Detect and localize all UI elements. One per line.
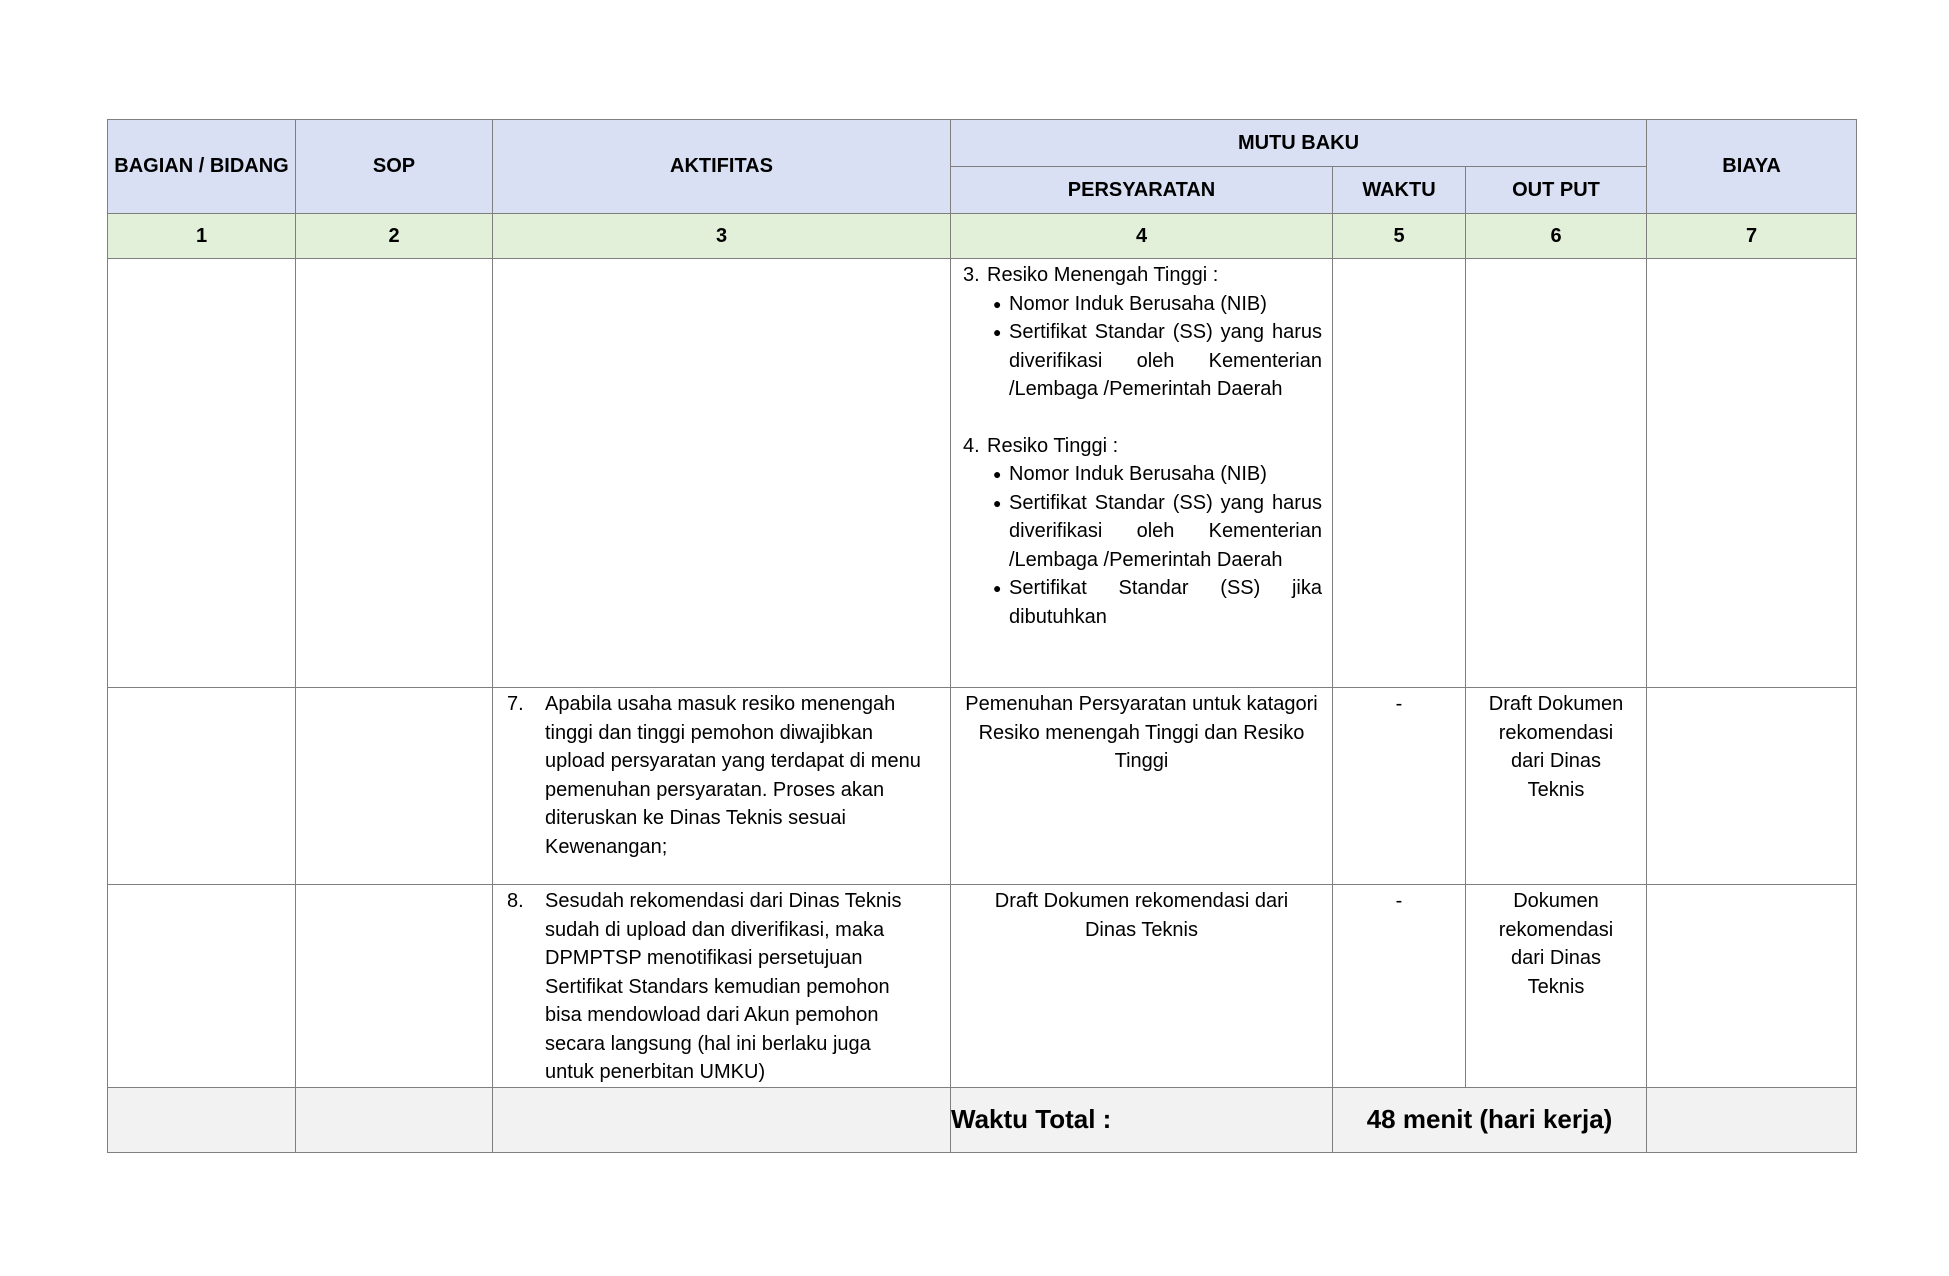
column-number: 7 [1647, 214, 1857, 259]
biaya-cell [1647, 259, 1857, 688]
table-row [108, 885, 1857, 1088]
waktu-text: - [1395, 890, 1403, 912]
group-title: Resiko Tinggi : [987, 434, 1119, 457]
output-cell [1466, 259, 1647, 688]
header-biaya: BIAYA [1647, 120, 1857, 214]
aktifitas-cell [493, 885, 951, 1088]
aktifitas-cell [493, 688, 951, 885]
total-label: Waktu Total : [951, 1087, 1333, 1152]
waktu-text: - [1395, 693, 1403, 715]
header-bagian: BAGIAN / BIDANG [108, 120, 296, 214]
biaya-cell [1647, 885, 1857, 1088]
header-waktu: WAKTU [1333, 167, 1466, 214]
persyaratan-cell [951, 885, 1333, 1088]
header-output: OUT PUT [1466, 167, 1647, 214]
header-row [108, 120, 1857, 167]
bullet-icon: ● [993, 466, 1002, 482]
bullet-icon: ● [993, 295, 1002, 312]
column-number: 3 [493, 214, 951, 259]
biaya-cell [1647, 688, 1857, 885]
aktifitas-cell [493, 1087, 951, 1152]
group-number: 3. [963, 264, 980, 286]
step-number: 7. [507, 693, 524, 715]
list-item: ● Nomor Induk Berusaha (NIB) [993, 460, 1322, 489]
requirements-list [951, 259, 1332, 631]
total-row [108, 1087, 1857, 1152]
persyaratan-cell [951, 259, 1333, 688]
group-title: Resiko Menengah Tinggi : [987, 264, 1219, 286]
aktifitas-cell [493, 259, 951, 688]
bullet-icon: ● [993, 494, 1002, 511]
table-row [108, 259, 1857, 688]
header-mutu-baku: MUTU BAKU [951, 120, 1647, 167]
list-item: ● Sertifikat Standar (SS) jika dibutuhkan [993, 574, 1322, 631]
bullet-icon: ● [993, 580, 1002, 596]
output-cell [1466, 688, 1647, 885]
bagian-cell [108, 885, 296, 1088]
step-number: 8. [507, 890, 524, 912]
step-description: Sesudah rekomendasi dari Dinas Teknis sudah di upload dan diverifikasi, maka DPMPTSP menotifikasi persetujuan Sertifikat Standars kemudian pemohon bisa mendowload dari Akun pemohon secara langsung (hal ini berlaku juga untuk penerbitan UMKU) [545, 890, 902, 1083]
list-item: ● Nomor Induk Berusaha (NIB) [993, 290, 1322, 319]
bagian-cell [108, 688, 296, 885]
persyaratan-text: Draft Dokumen rekomendasi dari Dinas Teknis [994, 890, 1289, 941]
sop-cell [296, 688, 493, 885]
table-row [108, 688, 1857, 885]
biaya-cell [1647, 1087, 1857, 1152]
total-value: 48 menit (hari kerja) [1333, 1087, 1647, 1152]
bullet-icon: ● [993, 324, 1002, 340]
header-aktifitas: AKTIFITAS [493, 120, 951, 214]
persyaratan-text: Pemenuhan Persyaratan untuk katagori Resiko menengah Tinggi dan Resiko Tinggi [965, 693, 1318, 772]
column-number: 1 [108, 214, 296, 259]
list-item: ● Sertifikat Standar (SS) yang harus diverifikasi oleh Kementerian /Lembaga /Pemerintah Daerah [993, 318, 1322, 404]
column-number: 6 [1466, 214, 1647, 259]
waktu-cell [1333, 885, 1466, 1088]
sop-cell [296, 885, 493, 1088]
list-item: ● Sertifikat Standar (SS) yang harus diverifikasi oleh Kementerian /Lembaga /Pemerintah Daerah [993, 489, 1322, 575]
waktu-cell [1333, 259, 1466, 688]
column-number: 2 [296, 214, 493, 259]
column-number: 5 [1333, 214, 1466, 259]
requirement-group [963, 261, 1322, 404]
column-number: 4 [951, 214, 1333, 259]
requirement-group [963, 432, 1322, 632]
step-description: Apabila usaha masuk resiko menengah tinggi dan tinggi pemohon diwajibkan upload persyaratan yang terdapat di menu pemenuhan persyaratan. Proses akan diteruskan ke Dinas Teknis sesuai Kewenangan; [545, 693, 921, 858]
persyaratan-cell [951, 688, 1333, 885]
header-persyaratan: PERSYARATAN [951, 167, 1333, 214]
bagian-cell [108, 259, 296, 688]
sop-table [107, 119, 1857, 1153]
output-text: Dokumen rekomendasi dari Dinas Teknis [1498, 890, 1614, 998]
sop-cell [296, 1087, 493, 1152]
output-text: Draft Dokumen rekomendasi dari Dinas Teknis [1488, 693, 1624, 801]
sop-cell [296, 259, 493, 688]
output-cell [1466, 885, 1647, 1088]
waktu-cell [1333, 688, 1466, 885]
group-number: 4. [963, 434, 980, 457]
header-sop: SOP [296, 120, 493, 214]
bagian-cell [108, 1087, 296, 1152]
column-number-row [108, 214, 1857, 259]
